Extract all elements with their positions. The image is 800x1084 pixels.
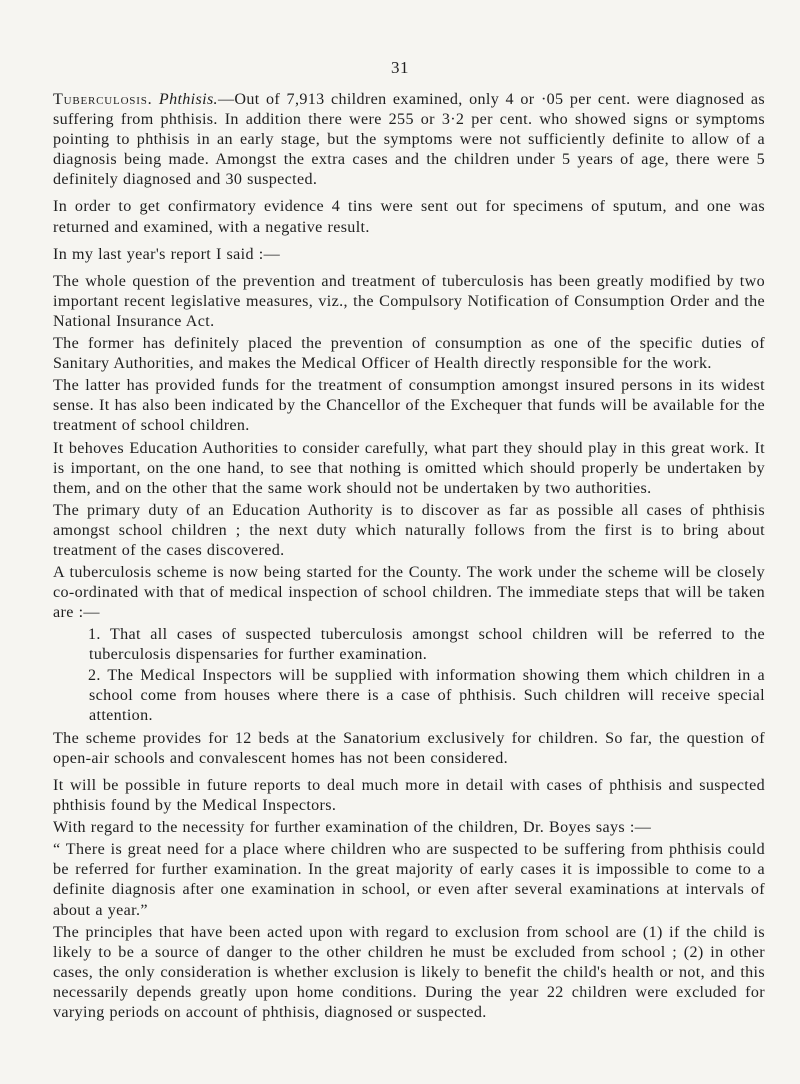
quoted-paragraph: It behoves Education Authorities to consider carefully, what part they should play in this great work. It is important, on the one hand, to see that nothing is omitted which should properly be undertaken by them, and on the other that the same work should not be undertaken by two authorities. xyxy=(53,439,765,497)
quoted-paragraph: The former has definitely placed the prevention of consumption as one of the specific duties of Sanitary Authorities, and makes the Medical Officer of Health directly responsible for the work. xyxy=(53,335,765,373)
quoted-paragraph: The latter has provided funds for the treatment of consumption amongst insured persons in its widest sense. It has also been indicated by the Chancellor of the Exchequer that funds will be available for the treatment of school children. xyxy=(53,377,765,435)
list-item: 1. That all cases of suspected tuberculosis amongst school children will be referred to the tuberculosis dispensaries for further examination. xyxy=(88,626,765,664)
quotation: “ There is great need for a place where children who are suspected to be suffering from phthisis could be referred for further examination. In the great majority of early cases it is impossible to come to a definite diagnosis after one examination in school, or even after several examinations at intervals of about a year.” xyxy=(53,841,765,919)
paragraph: In order to get confirmatory evidence 4 tins were sent out for specimens of sputum, and one was returned and examined, with a negative result. xyxy=(53,198,765,236)
section-subheading: Phthisis. xyxy=(158,91,218,108)
body-text xyxy=(53,90,765,1025)
paragraph: It will be possible in future reports to deal much more in detail with cases of phthisis and suspected phthisis found by the Medical Inspectors. xyxy=(53,777,765,815)
quoted-paragraph: The whole question of the prevention and treatment of tuberculosis has been greatly modified by two important recent legislative measures, viz., the Compulsory Notification of Consumption Order and the National Insurance Act. xyxy=(53,272,765,330)
paragraph: In my last year's report I said :— xyxy=(53,245,281,263)
section-heading: Tuberculosis. xyxy=(53,91,153,108)
quoted-paragraph: A tuberculosis scheme is now being started for the County. The work under the scheme will be closely co-ordinated with that of medical inspection of school children. The immediate steps that will be taken are :— xyxy=(53,564,765,622)
paragraph: The principles that have been acted upon with regard to exclusion from school are (1) if the child is likely to be a source of danger to the other children he must be excluded from school ; (2) in other cases, the only consideration is whether exclusion is likely to benefit the child's health or not, and this necessarily depends greatly upon home conditions. During the year 22 children were excluded for varying periods on account of phthisis, diagnosed or suspected. xyxy=(53,923,765,1022)
list-item: 2. The Medical Inspectors will be supplied with information showing them which children in a school come from houses where there is a case of phthisis. Such children will receive special attention. xyxy=(88,666,765,724)
page-number: 31 xyxy=(391,58,409,77)
paragraph: With regard to the necessity for further examination of the children, Dr. Boyes says :— xyxy=(53,819,652,837)
quoted-paragraph: The primary duty of an Education Authority is to discover as far as possible all cases of phthisis amongst school children ; the next duty which naturally follows from the first is to bring about treatment of the cases discovered. xyxy=(53,501,765,559)
paragraph-text: —Out of 7,913 children examined, only 4 or ·05 per cent. were diagnosed as suffering from phthisis. In addition there were 255 or 3·2 per cent. who showed signs or symptoms pointing to phthisis in an early stage, but the symptoms were not sufficiently definite to allow of a diagnosis being made. Amongst the extra cases and the children under 5 years of age, there were 5 definitely diagnosed and 30 suspected. xyxy=(53,91,766,189)
paragraph-tuberculosis xyxy=(53,90,765,190)
quoted-paragraph: The scheme provides for 12 beds at the Sanatorium exclusively for children. So far, the question of open-air schools and convalescent homes has not been considered. xyxy=(53,729,765,767)
